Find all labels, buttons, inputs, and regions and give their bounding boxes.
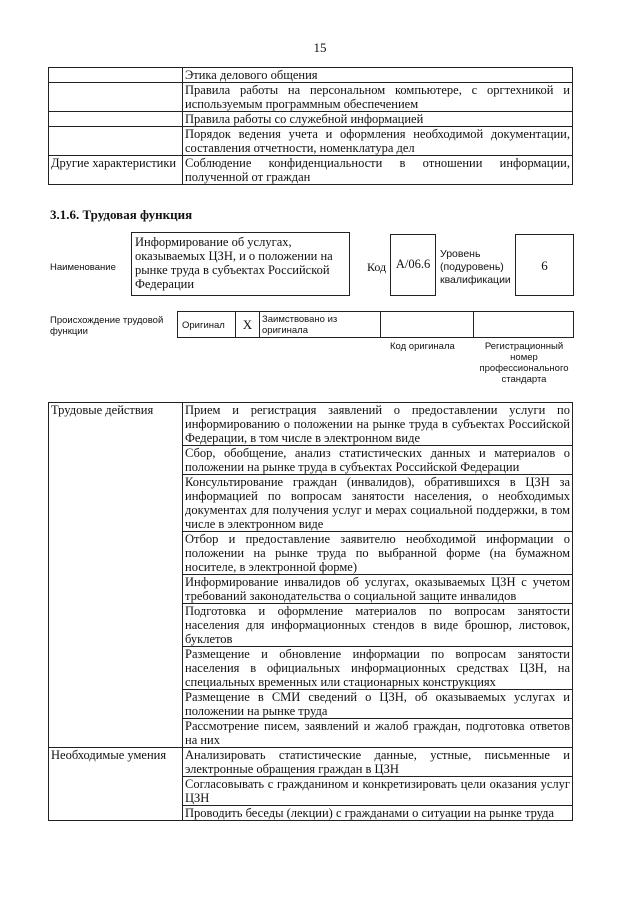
qualification-level: 6 — [515, 234, 574, 296]
page-number: 15 — [313, 40, 327, 55]
table-row — [49, 403, 573, 446]
actions-label: Трудовые действия — [49, 403, 183, 748]
row-label — [49, 83, 183, 112]
skill-item: Проводить беседы (лекции) с гражданами о ситуации на рынке труда — [183, 806, 573, 821]
skill-item: Анализировать статистические данные, устные, письменные и электронные обращения граждан в ЦЗН — [183, 748, 573, 777]
original-label: Оригинал — [182, 320, 225, 331]
row-label — [49, 68, 183, 83]
action-item: Консультирование граждан (инвалидов), обратившихся в ЦЗН за информацией по вопросам занятости населения, о необходимых документах для получения услуг и мерах социальной поддержки, в том числе в электронном виде — [183, 475, 573, 532]
code-original-label: Код оригинала — [390, 341, 455, 352]
competency-table — [48, 67, 573, 185]
skill-item: Согласовывать с гражданином и конкретизировать цели оказания услуг ЦЗН — [183, 777, 573, 806]
name-label: Наименование — [50, 262, 116, 273]
row-value: Правила работы со служебной информацией — [183, 112, 573, 127]
table-row — [49, 748, 573, 777]
origin-label: Происхождение трудовой функции — [50, 315, 164, 337]
table-row — [49, 83, 573, 112]
function-name: Информирование об услугах, оказываемых ЦЗН, и о положении на рынке труда в субъектах Российской Федерации — [131, 232, 350, 296]
row-value: Правила работы на персональном компьютере, с оргтехникой и используемым программным обеспечением — [183, 83, 573, 112]
table-row — [49, 112, 573, 127]
borrowed-cell — [259, 311, 381, 338]
action-item: Размещение в СМИ сведений о ЦЗН, об оказываемых услугах и положении на рынке труда — [183, 690, 573, 719]
row-label — [49, 127, 183, 156]
row-value: Порядок ведения учета и оформления необходимой документации, составления отчетности, номенклатура дел — [183, 127, 573, 156]
section-heading: 3.1.6. Трудовая функция — [50, 207, 193, 222]
code-label: Код — [367, 260, 387, 274]
row-label: Другие характеристики — [49, 156, 183, 185]
row-value: Соблюдение конфиденциальности в отношении информации, полученной от граждан — [183, 156, 573, 185]
action-item: Рассмотрение писем, заявлений и жалоб граждан, подготовка ответов на них — [183, 719, 573, 748]
origin-row — [177, 311, 574, 338]
level-label: Уровень (подуровень) квалификации — [440, 248, 511, 286]
action-item: Отбор и предоставление заявителю необходимой информации о положении на рынке труда по выбранной форме (на бумажном носителе, в электронной форме) — [183, 532, 573, 575]
action-item: Размещение и обновление информации по вопросам занятости населения в официальных информационных средствах ЦЗН, на специальных временных или стационарных конструкциях — [183, 647, 573, 690]
original-mark: X — [235, 311, 260, 338]
table-row — [49, 156, 573, 185]
action-item: Информирование инвалидов об услугах, оказываемых ЦЗН с учетом требований законодательства о социальной защите инвалидов — [183, 575, 573, 604]
function-code: A/06.6 — [390, 234, 436, 296]
table-row — [49, 127, 573, 156]
original-cell — [177, 311, 236, 338]
row-label — [49, 112, 183, 127]
reg-number-cell — [473, 311, 574, 338]
action-item: Прием и регистрация заявлений о предоставлении услуги по информированию о положении на рынке труда в субъектах Российской Федерации, в том числе в электронном виде — [183, 403, 573, 446]
work-actions-table — [48, 402, 573, 821]
borrowed-label: Заимствовано из оригинала — [262, 314, 338, 336]
row-value: Этика делового общения — [183, 68, 573, 83]
skills-label: Необходимые умения — [49, 748, 183, 821]
code-original-cell — [380, 311, 474, 338]
table-row — [49, 68, 573, 83]
reg-number-label: Регистрационный номер профессионального стандарта — [479, 341, 569, 385]
action-item: Сбор, обобщение, анализ статистических данных и материалов о положении на рынке труда в субъектах Российской Федерации — [183, 446, 573, 475]
action-item: Подготовка и оформление материалов по вопросам занятости населения для информационных стендов в виде брошюр, листовок, буклетов — [183, 604, 573, 647]
